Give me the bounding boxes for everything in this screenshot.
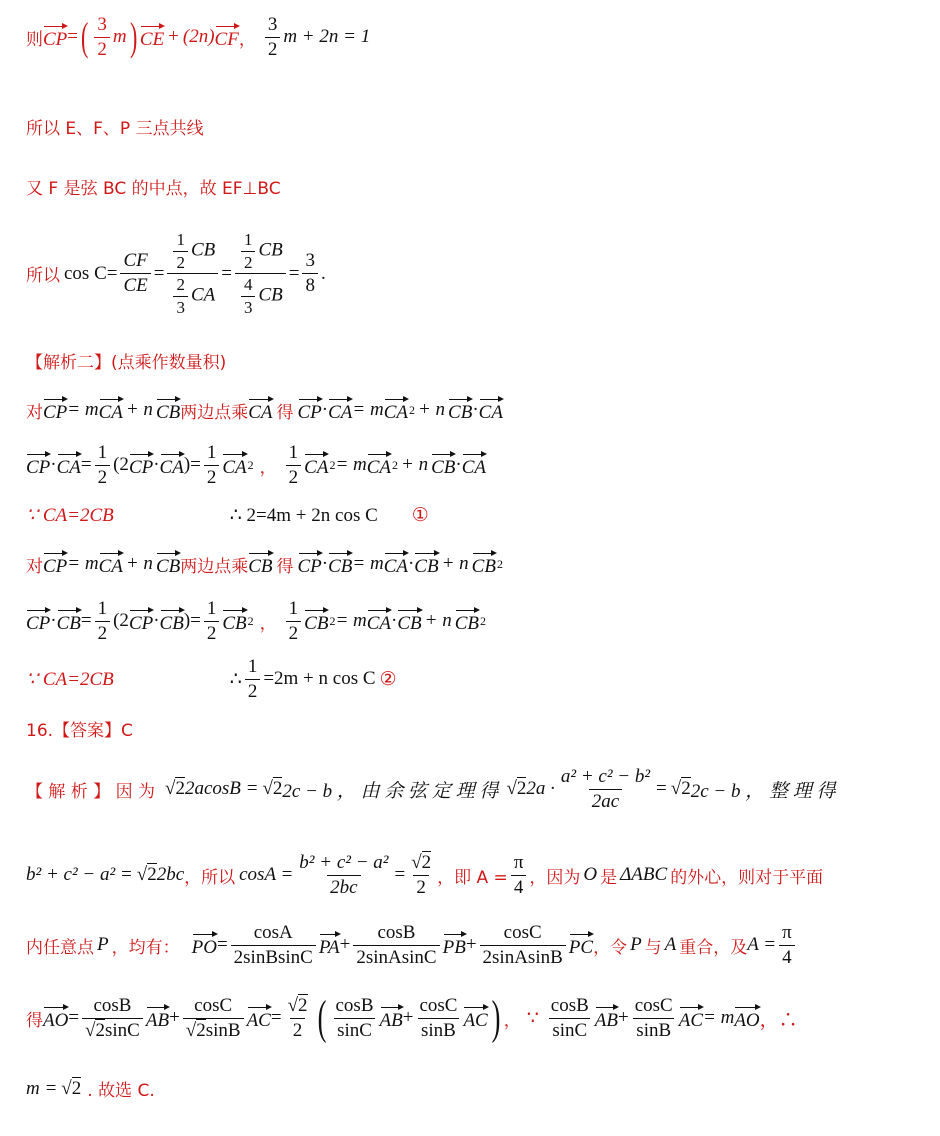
frac-3-2: $\frac{3}{2}$ <box>94 14 110 61</box>
vec-cb: CB <box>328 550 352 578</box>
sq: 2 <box>329 613 336 628</box>
eq: = <box>394 864 406 886</box>
vec-pb: PB <box>443 931 466 959</box>
text-yinwei: ，因为 <box>529 867 581 888</box>
text-dui: 对 <box>26 402 43 423</box>
vec-ca: CA <box>99 550 123 578</box>
sq: 2 <box>329 457 336 472</box>
vec-ca: CA <box>328 396 352 424</box>
section-title-jiexi2: 【解析二】(点乘作数量积) <box>26 353 227 373</box>
dot: · <box>50 610 57 632</box>
vec-pc: PC <box>569 931 593 959</box>
text-chonghe: 重合，及 <box>679 937 748 958</box>
vec-cp: CP <box>298 396 322 424</box>
line-3 <box>26 174 281 199</box>
frac-cosc-sinb: $\frac{\cos C}{\sin B}$ <box>419 994 458 1041</box>
eq: = <box>190 610 201 632</box>
frac-1-2: $\frac{1}{2}$ <box>286 442 302 489</box>
collinear-text: 所以 E、F、P 三点共线 <box>26 119 204 139</box>
frac-half-cb-over-four-thirds-cb: $\frac{1}{2}$ CB $\frac{4}{3}$ CB <box>235 230 286 317</box>
var-p: P <box>630 934 642 956</box>
line-16 <box>26 991 798 1044</box>
vec-ca: CA <box>160 451 184 479</box>
prefix-suoyi: 所以 <box>26 266 60 287</box>
line-8 <box>26 504 429 527</box>
frac-1-2: $\frac{1}{2}$ <box>286 598 302 645</box>
var-o: O <box>583 864 598 886</box>
text-circumcenter: 的外心，则对于平面 <box>670 867 824 888</box>
eq: = <box>68 1007 80 1028</box>
vec-ca: CA <box>384 550 408 578</box>
sqrt-2: √2 <box>61 1077 82 1099</box>
plus: + <box>339 934 351 956</box>
frac-half-cb-over-two-thirds-ca: $\frac{1}{2}$ CB $\frac{2}{3}$ CA <box>167 230 218 317</box>
frac-coefC: $\frac{\cos C}{\text{2sinAsinB}}$ <box>480 922 566 969</box>
dot: · <box>472 399 479 420</box>
plus-n: + n <box>424 610 452 632</box>
frac-pi-4: $\frac{\pi}{4}$ <box>779 922 795 969</box>
eq-m: = m <box>67 553 99 574</box>
vec-ca: CA <box>462 451 486 479</box>
sq: 2 <box>247 457 254 472</box>
therefore-symbol: ，∴ <box>759 1009 798 1031</box>
final-choice: . 故选 C. <box>87 1081 155 1101</box>
vec-cp: CP <box>129 607 153 635</box>
vec-ca: CA <box>57 451 81 479</box>
eq2-tail: =2m + n cos C <box>263 668 376 690</box>
vec-cb: CB <box>160 607 184 635</box>
circle-1: ① <box>411 505 429 526</box>
line-5 <box>26 348 226 373</box>
vec-ca: CA <box>479 396 503 424</box>
text-yu: 与 <box>644 937 662 958</box>
eq: = <box>216 934 228 956</box>
expr-2c-b: 2c − b ， 由 余 弦 定 理 得 <box>282 780 499 802</box>
vec-cb: CB <box>57 607 81 635</box>
sqrt-2: √2 <box>670 778 691 800</box>
line-13 <box>26 766 835 813</box>
eq-m: = m <box>703 1007 735 1028</box>
vec-pa: PA <box>319 931 340 959</box>
frac-3-8: $\frac{3}{8}$ <box>302 250 318 297</box>
vec-ab: AB <box>380 1004 403 1032</box>
frac-coefA: $\frac{\cos A}{\text{2sinBsinC}}$ <box>231 922 316 969</box>
text-de: 得 <box>276 556 294 577</box>
eq-tail: m + 2n = 1 <box>283 26 371 48</box>
frac-cf-ce: $\frac{CF}{CE}$ <box>120 250 150 297</box>
line-10 <box>26 598 486 645</box>
eq-m: = m <box>352 399 384 420</box>
vec-ca: CA <box>222 451 246 479</box>
cosA-eq: cosA = <box>239 864 294 886</box>
sqrt-2: √2 <box>262 778 283 800</box>
vec-cp: CP <box>43 23 67 51</box>
text-de: 得 <box>276 402 294 423</box>
sq: 2 <box>247 613 254 628</box>
frac-cosb-sinc: $\frac{\cos B}{\sin C}$ <box>335 994 374 1041</box>
text-shi: 是 <box>600 867 618 888</box>
vec-cb: CB <box>414 550 438 578</box>
text-dot-both: 两边点乘 <box>180 402 249 423</box>
vec-cb: CB <box>472 550 496 578</box>
paren-open: ( <box>80 14 89 60</box>
line-15 <box>26 922 798 969</box>
vec-cb: CB <box>222 607 246 635</box>
vec-ca: CA <box>367 607 391 635</box>
dot: · <box>455 454 462 476</box>
two-n: (2n) <box>182 26 215 48</box>
dot: · <box>391 610 398 632</box>
plus-n: + n <box>125 553 153 574</box>
circle-2: ② <box>379 668 397 690</box>
jiexi-label: 【 解 析 】 因 为 <box>26 781 156 802</box>
expr-b2c2a2: b² + c² − a² = <box>26 864 133 886</box>
comma: ， <box>259 613 277 634</box>
dot: · <box>321 399 329 420</box>
vec-cp: CP <box>298 550 322 578</box>
vec-ao: AO <box>43 1004 68 1032</box>
because-symbol: ∵ <box>526 1007 539 1029</box>
line-12 <box>26 716 133 741</box>
vec-cb: CB <box>397 607 421 635</box>
text-dot-both: 两边点乘 <box>180 556 249 577</box>
because-ca-2cb: ∵ CA=2CB <box>26 668 114 690</box>
eq: = <box>270 1007 282 1028</box>
eq: = <box>106 262 118 284</box>
var-m: m <box>112 26 127 48</box>
paren-close: ) <box>183 454 191 476</box>
line-6 <box>26 396 503 424</box>
eq: = <box>67 26 78 48</box>
dot: · <box>407 553 415 574</box>
line-1 <box>26 14 370 61</box>
eq: = <box>80 610 92 632</box>
vec-ca: CA <box>384 396 408 424</box>
frac-sqrt2-2: $\frac{√2}{2}$ <box>411 852 432 898</box>
dot: · <box>321 553 329 574</box>
perpendicular-text: 又 F 是弦 BC 的中点，故 EF⊥BC <box>26 179 281 199</box>
var-a: A <box>664 934 677 956</box>
line-7 <box>26 442 486 489</box>
text-arbitrary-point: 内任意点 <box>26 937 94 958</box>
m-eq: m = <box>26 1077 58 1099</box>
frac-cosb-sinc: $\frac{\cos B}{\sin C}$ <box>550 994 589 1041</box>
expr-2acosb: 2acosB = <box>184 778 259 800</box>
vec-po: PO <box>192 931 217 959</box>
vec-ac: AC <box>247 1004 271 1032</box>
dot: · <box>153 454 160 476</box>
comma: ， <box>259 457 277 478</box>
plus: + <box>465 934 477 956</box>
comma: ， <box>503 1010 521 1031</box>
eq-m: = m <box>335 454 367 476</box>
comma: ， <box>238 29 256 50</box>
therefore-symbol: ∴ <box>229 668 242 690</box>
eq-m: = m <box>67 399 99 420</box>
sq: 2 <box>392 457 399 472</box>
dot: · <box>153 610 160 632</box>
vec-cp: CP <box>26 451 50 479</box>
paren-close: ) <box>129 14 137 60</box>
vec-cb: CB <box>448 396 472 424</box>
text-ji-a: ，即 A = <box>437 867 508 888</box>
line-9 <box>26 550 503 578</box>
vec-cf: CF <box>215 23 239 51</box>
eq: = <box>190 454 201 476</box>
period: . <box>320 262 326 284</box>
text-ze: 则 <box>26 29 43 50</box>
frac-pi-4: $\frac{\pi}{4}$ <box>511 852 527 899</box>
frac-1-2: $\frac{1}{2}$ <box>245 656 261 703</box>
line-11 <box>26 656 397 703</box>
plus-n: + n <box>417 399 446 420</box>
cos-c: cos C <box>64 262 107 284</box>
vec-cp: CP <box>129 451 153 479</box>
text-de: 得 <box>26 1010 43 1031</box>
paren-open: ( <box>317 991 326 1044</box>
vec-cp: CP <box>43 550 67 578</box>
sqrt-2: √2 <box>506 778 527 800</box>
dot: · <box>50 454 57 476</box>
frac-cosb-sqrt2sinc: $\frac{\cos B}{√2\sin C}$ <box>82 995 143 1042</box>
frac-coefB: $\frac{\cos B}{\text{2sinAsinC}}$ <box>353 922 439 969</box>
vec-cb: CB <box>248 550 272 578</box>
text-suoyi: ，所以 <box>184 867 236 888</box>
expr-2bc: 2bc <box>156 864 185 886</box>
triangle-abc: ΔABC <box>620 864 668 886</box>
vec-cb: CB <box>431 451 455 479</box>
plus-n: + n <box>441 553 469 574</box>
frac-1-2: $\frac{1}{2}$ <box>204 442 220 489</box>
plus: + <box>618 1007 629 1028</box>
vec-ac: AC <box>679 1004 703 1032</box>
vec-ca: CA <box>248 396 272 424</box>
frac-1-2: $\frac{1}{2}$ <box>95 598 111 645</box>
sqrt-2: √2 <box>165 778 185 800</box>
vec-ac: AC <box>463 1004 487 1032</box>
a-eq: A = <box>747 934 777 956</box>
vec-cb: CB <box>304 607 328 635</box>
frac-sqrt2-2: $\frac{√2}{2}$ <box>287 994 308 1041</box>
line-17 <box>26 1076 155 1101</box>
var-p: P <box>97 934 109 956</box>
line-2 <box>26 114 204 139</box>
line-4: 所以 cos C = $\frac{CF}{CE}$ = $\frac{1}{2}$ CB $\frac{2}{3}$ CA = $\frac{1}{2}$ CB $\frac{4}{3}$ CB = $\frac{3}{8}$ . <box>26 230 326 317</box>
paren-2: (2 <box>113 454 129 476</box>
plus-n: + n <box>401 454 429 476</box>
vec-cb: CB <box>156 396 180 424</box>
frac-3-2b: $\frac{3}{2}$ <box>265 14 281 61</box>
vec-cp: CP <box>26 607 50 635</box>
because-ca-2cb: ∵ CA=2CB <box>26 505 114 526</box>
expr-tail: 2c − b ， 整 理 得 <box>690 780 836 802</box>
vec-ce: CE <box>140 23 164 51</box>
eq-m: = m <box>352 553 384 574</box>
vec-ca: CA <box>304 451 328 479</box>
eq: = <box>80 454 92 476</box>
frac-1-2: $\frac{1}{2}$ <box>95 442 111 489</box>
paren-close: ) <box>183 610 191 632</box>
frac-1-2: $\frac{1}{2}$ <box>204 598 220 645</box>
line-14 <box>26 852 823 899</box>
vec-ca: CA <box>99 396 123 424</box>
vec-ca: CA <box>367 451 391 479</box>
sq: 2 <box>408 402 415 417</box>
sq: 2 <box>479 613 486 628</box>
sq: 2 <box>496 556 503 571</box>
eq-m: = m <box>335 610 367 632</box>
eq: = <box>656 778 667 800</box>
plus-n: + n <box>125 399 153 420</box>
vec-ab: AB <box>595 1004 618 1032</box>
text-junyou: ，均有： <box>111 937 180 958</box>
frac-cosc-sqrt2sinb: $\frac{\cos C}{√2\sin B}$ <box>183 995 244 1042</box>
therefore-eq1: ∴ 2=4m + 2n cos C <box>229 505 378 526</box>
answer-16: 16.【答案】C <box>26 721 133 741</box>
expr-2a: 2a · <box>526 778 555 800</box>
paren-close: ) <box>491 991 501 1044</box>
plus: + <box>402 1007 414 1028</box>
paren-2: (2 <box>113 610 129 632</box>
text-ling: ，令 <box>593 937 628 958</box>
vec-ao: AO <box>734 1004 759 1032</box>
vec-cp: CP <box>43 396 67 424</box>
plus: + <box>168 26 179 48</box>
vec-ab: AB <box>146 1004 169 1032</box>
vec-cb: CB <box>156 550 180 578</box>
vec-cb: CB <box>455 607 479 635</box>
text-dui: 对 <box>26 556 43 577</box>
frac-cosA: $\frac{\text{b² + c² − a²}}{2bc}$ <box>299 852 389 898</box>
plus: + <box>169 1007 180 1028</box>
frac-cosine-rule: $\frac{\text{a² + c² − b²}}{2ac}$ <box>560 766 651 812</box>
sqrt-2: √2 <box>136 864 157 886</box>
frac-cosc-sinb: $\frac{\cos C}{\sin B}$ <box>634 994 673 1041</box>
